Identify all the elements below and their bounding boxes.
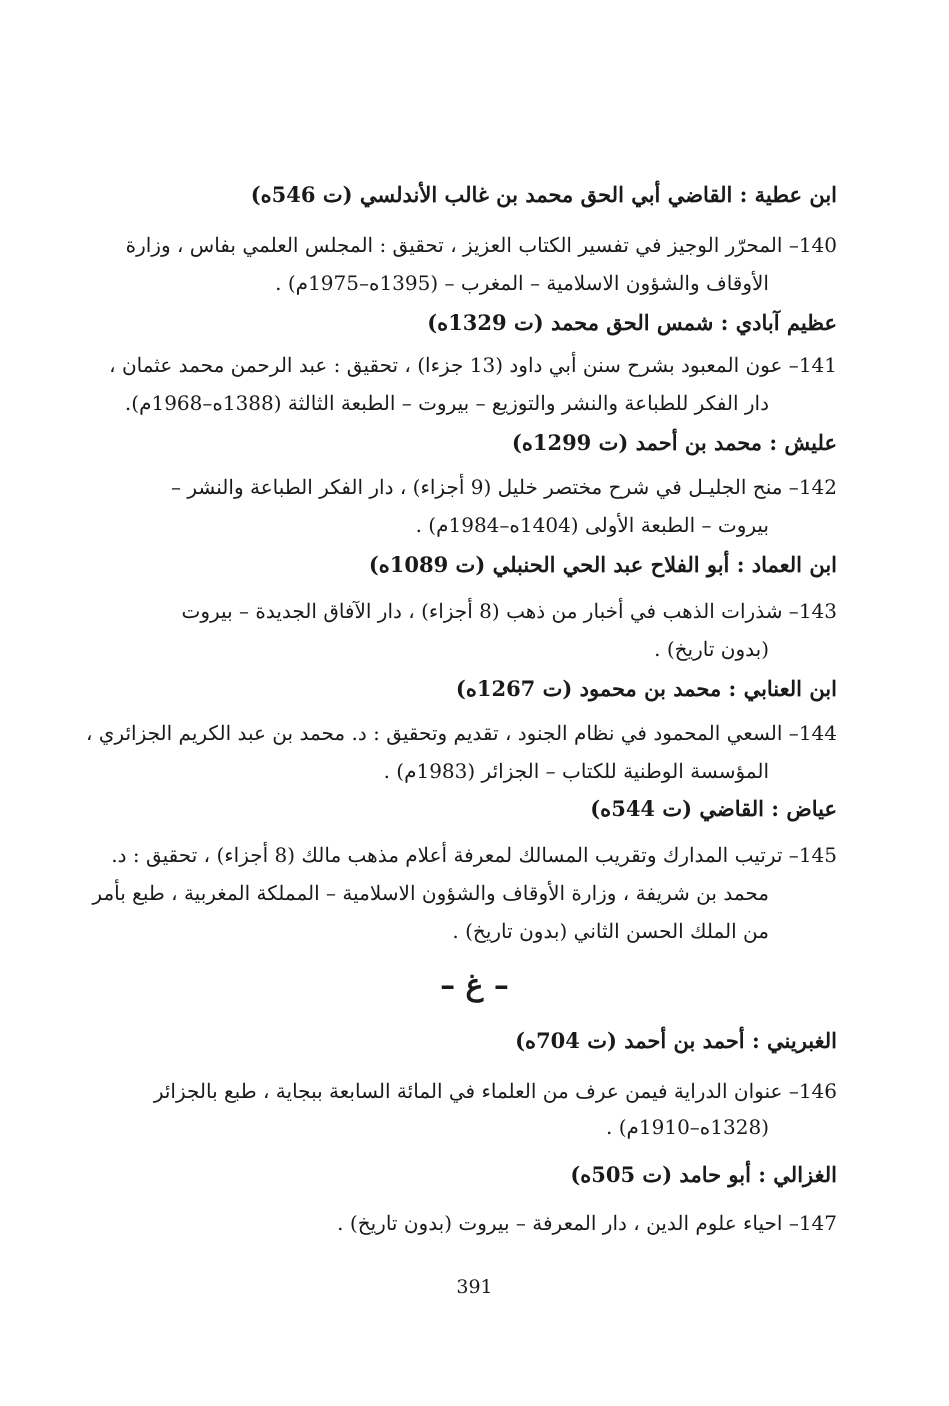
entry-line: المؤسسة الوطنية للكتاب – الجزائر (1983م) . (383, 759, 769, 783)
entry-line: من الملك الحسن الثاني (بدون تاريخ) . (452, 919, 769, 943)
entry-line: 140– المحرّر الوجيز في تفسير الكتاب العزيز ، تحقيق : المجلس العلمي بفاس ، وزارة (125, 233, 837, 257)
letter-divider: – غ – (440, 968, 509, 1003)
entry-line: (بدون تاريخ) . (654, 637, 769, 661)
entry-line: 141– عون المعبود بشرح سنن أبي داود (13 جزءا) ، تحقيق : عبد الرحمن محمد عثمان ، (109, 353, 837, 377)
entry-line: 147– احياء علوم الدين ، دار المعرفة – بيروت (بدون تاريخ) . (337, 1211, 837, 1235)
entry-line: بيروت – الطبعة الأولى (1404ه–1984م) . (415, 513, 769, 537)
author-heading: ابن العماد : أبو الفلاح عبد الحي الحنبلي (ت 1089ه) (368, 552, 837, 577)
author-heading: ابن عطية : القاضي أبي الحق محمد بن غالب الأندلسي (ت 546ه) (250, 182, 837, 207)
author-heading: عظيم آبادي : شمس الحق محمد (ت 1329ه) (427, 310, 837, 335)
entry-line: دار الفكر للطباعة والنشر والتوزيع – بيروت – الطبعة الثالثة (1388ه–1968م). (124, 391, 769, 415)
entry-line: (1328ه–1910م) . (605, 1115, 769, 1139)
entry-line: 146– عنوان الدراية فيمن عرف من العلماء في المائة السابعة ببجاية ، طبع بالجزائر (153, 1079, 837, 1103)
author-heading: الغبريني : أحمد بن أحمد (ت 704ه) (515, 1028, 837, 1053)
author-heading: عياض : القاضي (ت 544ه) (590, 796, 837, 821)
entry-line: 144– السعي المحمود في نظام الجنود ، تقديم وتحقيق : د. محمد بن عبد الكريم الجزائري ، (85, 721, 837, 745)
entry-line: الأوقاف والشؤون الاسلامية – المغرب – (1395ه–1975م) . (275, 271, 769, 295)
entry-line: 145– ترتيب المدارك وتقريب المسالك لمعرفة أعلام مذهب مالك (8 أجزاء) ، تحقيق : د. (111, 843, 837, 867)
entry-line: محمد بن شريفة ، وزارة الأوقاف والشؤون الاسلامية – المملكة المغربية ، طبع بأمر (92, 881, 769, 905)
entry-line: 142– منح الجليـل في شرح مختصر خليل (9 أجزاء) ، دار الفكر الطباعة والنشر – (171, 475, 837, 499)
author-heading: ابن العنابي : محمد بن محمود (ت 1267ه) (455, 676, 837, 701)
author-heading: عليش : محمد بن أحمد (ت 1299ه) (511, 430, 837, 455)
page-number: 391 (456, 1276, 493, 1298)
entry-line: 143– شذرات الذهب في أخبار من ذهب (8 أجزاء) ، دار الآفاق الجديدة – بيروت (181, 599, 837, 623)
author-heading: الغزالي : أبو حامد (ت 505ه) (570, 1162, 837, 1187)
